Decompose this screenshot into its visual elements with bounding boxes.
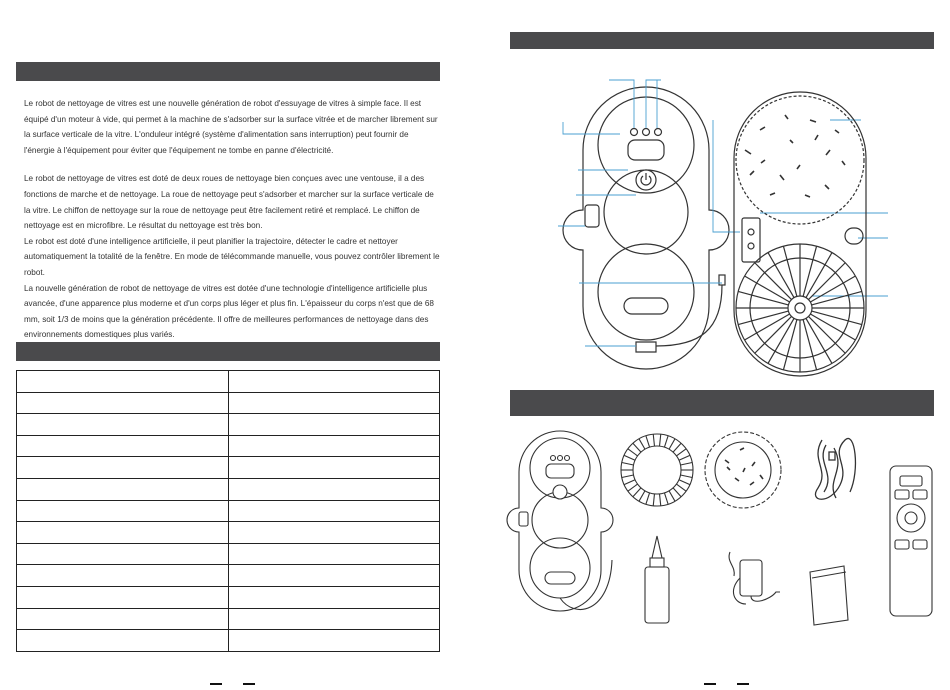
robot-front-icon xyxy=(563,87,729,369)
callout-lines xyxy=(558,80,888,346)
robot-icon xyxy=(507,431,613,611)
remote-control-icon xyxy=(890,466,932,616)
intro-paragraph: La nouvelle génération de robot de nettoyage de vitres est dotée d'une technologie d'intelligence artificielle plus avancée, d'une apparence plus moderne et d'un corps plus léger et plus fin. L'épaisseur du corps n'est que de 68 mm, soit 1/3 de moins que la génération précédente. Il offre de meilleures performances de nettoyage dans des environnements domestiques plus variés. xyxy=(24,283,434,340)
intro-paragraph: Le robot de nettoyage de vitres est une nouvelle génération de robot d'essuyage de vitres à simple face. Il est équipé d'un moteur à vide, qui permet à la machine de s'adsorber sur la surface vitrée et de marcher librement sur la surface verticale de la vitre. L'onduleur intégré (système d'alimentation sans interruption) peut fournir de l'énergie à l'équipement pour éviter que l'équipement ne tombe en panne d'électricité. xyxy=(24,99,438,155)
power-cord-icon xyxy=(815,438,855,499)
cleaning-pad-icon xyxy=(705,432,781,508)
manual-icon xyxy=(810,566,848,625)
power-adapter-icon xyxy=(729,552,780,604)
intro-paragraph: Le robot est doté d'une intelligence artificielle, il peut planifier la trajectoire, détecter le cadre et nettoyer automatiquement la totalité de la fenêtre. En mode de télécommande manuelle, vous pouvez contrôler librement le robot. xyxy=(24,236,440,277)
cleaning-ring-icon xyxy=(621,434,693,506)
robot-back-icon xyxy=(734,92,866,376)
intro-paragraph: Le robot de nettoyage de vitres est doté de deux roues de nettoyage bien conçues avec une ventouse, il a des fonctions de marche et de nettoyage. La roue de nettoyage peut s'adsorber et marcher sur la surface verticale de la vitre. Le chiffon de nettoyage sur la roue de nettoyage peut être facilement retiré et remplacé. Le chiffon de nettoyage est en microfibre. Le résultat du nettoyage est très bon. xyxy=(24,174,434,231)
spray-bottle-icon xyxy=(645,536,669,623)
